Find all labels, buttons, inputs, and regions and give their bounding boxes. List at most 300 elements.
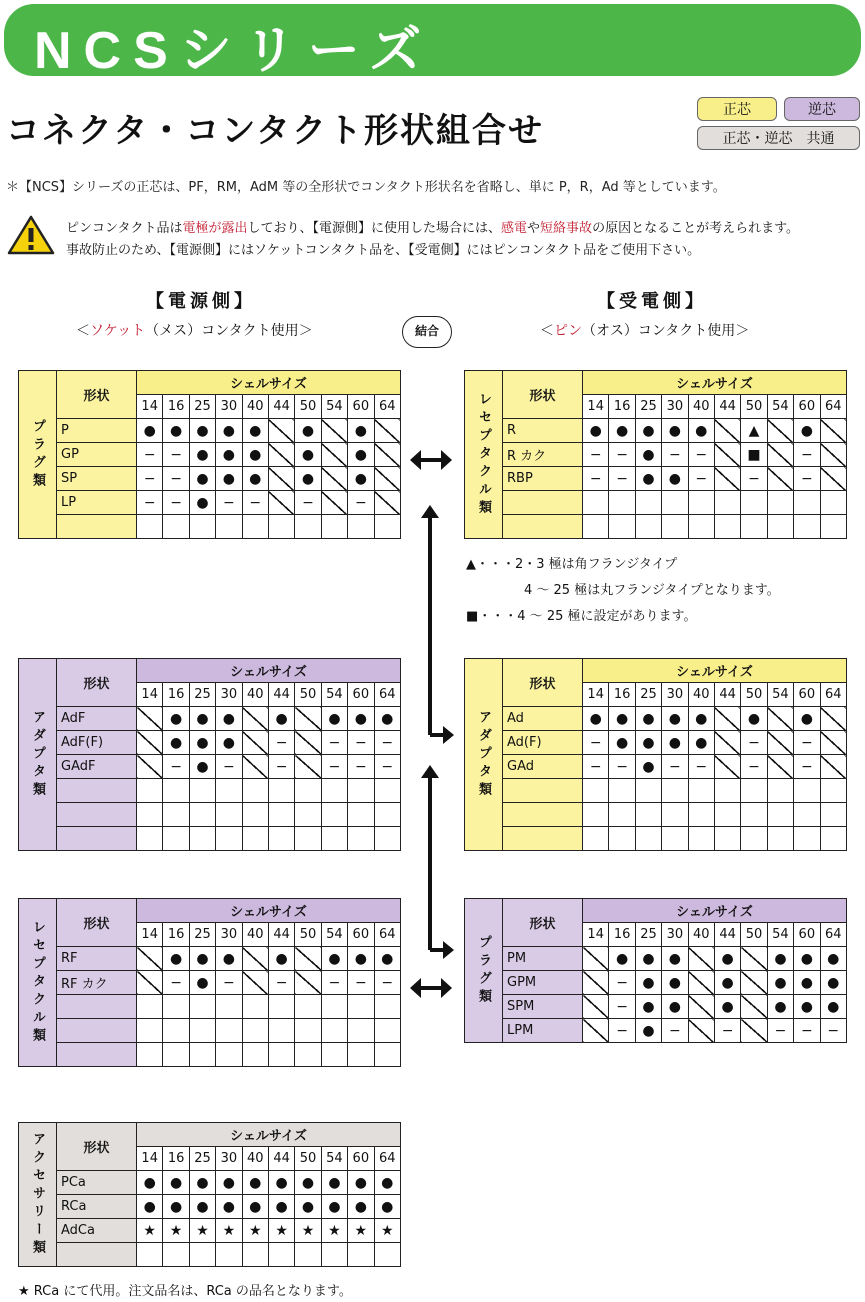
table-row (19, 419, 401, 443)
shell-size-14: 14 (137, 683, 163, 707)
availability-cell (688, 491, 714, 515)
availability-cell: ● (374, 947, 400, 971)
shape-name: GAd (503, 755, 583, 779)
shell-size-44: 44 (714, 683, 740, 707)
shell-size-14: 14 (137, 1147, 163, 1171)
availability-cell: ● (189, 491, 215, 515)
table-row (19, 467, 401, 491)
availability-cell: ● (609, 419, 635, 443)
availability-cell (688, 803, 714, 827)
availability-cell (268, 995, 294, 1019)
availability-cell: ★ (295, 1219, 321, 1243)
not-applicable-cell (374, 467, 400, 491)
availability-cell: ● (820, 971, 846, 995)
availability-cell: ● (662, 467, 688, 491)
table-accessory (18, 1122, 401, 1267)
shape-name: AdCa (57, 1219, 137, 1243)
availability-cell: ● (242, 1195, 268, 1219)
not-applicable-cell (583, 1019, 609, 1043)
not-applicable-cell (767, 419, 793, 443)
availability-cell (216, 1019, 242, 1043)
availability-cell (820, 515, 846, 539)
availability-cell: ● (163, 947, 189, 971)
availability-cell (741, 779, 767, 803)
availability-cell: ● (794, 419, 820, 443)
availability-cell: ● (295, 419, 321, 443)
series-title: NCSシリーズ (34, 22, 434, 80)
availability-cell (163, 1019, 189, 1043)
availability-cell: ● (189, 731, 215, 755)
availability-cell: − (374, 971, 400, 995)
availability-cell: ● (767, 971, 793, 995)
availability-cell (662, 827, 688, 851)
availability-cell (216, 803, 242, 827)
availability-cell: ● (268, 1171, 294, 1195)
availability-cell (216, 779, 242, 803)
availability-cell: ● (321, 707, 347, 731)
not-applicable-cell (583, 971, 609, 995)
shape-name: GPM (503, 971, 583, 995)
availability-cell (374, 1043, 400, 1067)
availability-cell: − (374, 755, 400, 779)
availability-cell (635, 515, 661, 539)
availability-cell: ★ (242, 1219, 268, 1243)
shape-name: GP (57, 443, 137, 467)
header-row (19, 371, 401, 395)
flange-note (466, 552, 780, 630)
availability-cell (321, 515, 347, 539)
availability-cell (295, 827, 321, 851)
availability-cell (609, 491, 635, 515)
availability-cell (583, 779, 609, 803)
availability-cell (189, 779, 215, 803)
availability-cell: ● (189, 971, 215, 995)
table-row (465, 443, 847, 467)
availability-cell: ● (609, 947, 635, 971)
not-applicable-cell (242, 731, 268, 755)
availability-cell: ● (688, 419, 714, 443)
shell-size-30: 30 (216, 683, 242, 707)
availability-cell: ● (268, 1195, 294, 1219)
shell-size-40: 40 (688, 923, 714, 947)
availability-cell (163, 995, 189, 1019)
availability-cell: ★ (163, 1219, 189, 1243)
category-label: レセプタクル類 (19, 899, 57, 1067)
shell-size-64: 64 (820, 395, 846, 419)
availability-cell: − (688, 443, 714, 467)
availability-cell: ● (295, 467, 321, 491)
availability-cell: ● (348, 1171, 374, 1195)
availability-cell: − (295, 491, 321, 515)
availability-cell: − (741, 731, 767, 755)
availability-cell: ■ (741, 443, 767, 467)
flange-note-line-3: ■・・・4 〜 25 極に設定があります。 (466, 609, 697, 624)
shell-size-30: 30 (216, 1147, 242, 1171)
availability-cell: ● (820, 995, 846, 1019)
availability-cell: − (820, 1019, 846, 1043)
availability-cell: ● (216, 443, 242, 467)
not-applicable-cell (268, 443, 294, 467)
availability-cell: ● (794, 947, 820, 971)
availability-cell: − (609, 443, 635, 467)
availability-cell: ● (662, 707, 688, 731)
shape-name (57, 803, 137, 827)
shell-size-60: 60 (348, 395, 374, 419)
shell-size-40: 40 (242, 395, 268, 419)
table-row (19, 443, 401, 467)
not-applicable-cell (321, 419, 347, 443)
availability-cell: ● (268, 707, 294, 731)
not-applicable-cell (374, 419, 400, 443)
legend-reverse: 逆芯 (784, 97, 860, 121)
availability-cell (583, 827, 609, 851)
not-applicable-cell (688, 1019, 714, 1043)
availability-cell (321, 1243, 347, 1267)
shell-size-60: 60 (348, 1147, 374, 1171)
shell-size-14: 14 (583, 683, 609, 707)
connector-line (421, 505, 454, 744)
legend-normal: 正芯 (697, 97, 777, 121)
availability-cell: ● (189, 419, 215, 443)
flange-note-line-2: 4 〜 25 極は丸フランジタイプとなります。 (524, 583, 780, 598)
shell-size-40: 40 (242, 683, 268, 707)
not-applicable-cell (583, 995, 609, 1019)
table-row (19, 1043, 401, 1067)
shell-size-64: 64 (820, 683, 846, 707)
availability-cell (295, 779, 321, 803)
not-applicable-cell (688, 971, 714, 995)
availability-cell (583, 803, 609, 827)
table-row (465, 803, 847, 827)
shape-header: 形状 (57, 371, 137, 419)
shell-size-25: 25 (189, 395, 215, 419)
availability-cell (662, 491, 688, 515)
availability-cell: ● (242, 443, 268, 467)
availability-cell (688, 779, 714, 803)
table-row (19, 731, 401, 755)
shell-size-header: シェルサイズ (583, 899, 847, 923)
availability-cell: − (137, 443, 163, 467)
not-applicable-cell (137, 947, 163, 971)
availability-cell: ● (635, 731, 661, 755)
availability-cell: − (609, 755, 635, 779)
availability-cell: ● (137, 1171, 163, 1195)
availability-cell: ● (163, 731, 189, 755)
availability-cell: ● (216, 707, 242, 731)
availability-cell (714, 779, 740, 803)
availability-cell (794, 515, 820, 539)
shell-size-60: 60 (348, 923, 374, 947)
availability-cell: ● (295, 443, 321, 467)
shape-name: PM (503, 947, 583, 971)
availability-cell: ● (216, 947, 242, 971)
availability-cell (741, 515, 767, 539)
not-applicable-cell (242, 707, 268, 731)
availability-cell (741, 491, 767, 515)
not-applicable-cell (820, 443, 846, 467)
shell-size-30: 30 (662, 395, 688, 419)
not-applicable-cell (268, 419, 294, 443)
availability-cell: ● (216, 731, 242, 755)
not-applicable-cell (714, 419, 740, 443)
availability-cell (268, 1043, 294, 1067)
availability-cell (635, 803, 661, 827)
availability-cell: − (609, 995, 635, 1019)
shell-size-50: 50 (295, 395, 321, 419)
shell-size-54: 54 (321, 395, 347, 419)
shape-name (503, 491, 583, 515)
availability-cell: ● (662, 995, 688, 1019)
availability-cell: ● (163, 707, 189, 731)
not-applicable-cell (741, 995, 767, 1019)
shell-size-64: 64 (374, 683, 400, 707)
shell-size-16: 16 (163, 923, 189, 947)
availability-cell: − (348, 971, 374, 995)
availability-cell: ● (189, 707, 215, 731)
shape-name (57, 1043, 137, 1067)
availability-cell (374, 827, 400, 851)
header-row (465, 659, 847, 683)
availability-cell: ★ (216, 1219, 242, 1243)
availability-cell (820, 803, 846, 827)
not-applicable-cell (374, 491, 400, 515)
availability-cell: ● (321, 947, 347, 971)
not-applicable-cell (688, 995, 714, 1019)
shell-size-50: 50 (295, 923, 321, 947)
shape-header: 形状 (503, 659, 583, 707)
availability-cell (348, 1243, 374, 1267)
shape-name: P (57, 419, 137, 443)
availability-cell: ● (242, 467, 268, 491)
power-side-title: 【電源側】 (146, 291, 256, 312)
availability-cell (242, 1043, 268, 1067)
availability-cell (583, 515, 609, 539)
availability-cell (714, 515, 740, 539)
availability-cell (635, 827, 661, 851)
availability-cell: ● (635, 419, 661, 443)
shape-name: LPM (503, 1019, 583, 1043)
availability-cell (137, 515, 163, 539)
shape-name: RBP (503, 467, 583, 491)
availability-cell: ● (794, 971, 820, 995)
shell-size-14: 14 (583, 923, 609, 947)
availability-cell: ● (714, 971, 740, 995)
title-banner (4, 4, 861, 80)
availability-cell (295, 1019, 321, 1043)
availability-cell (268, 1243, 294, 1267)
availability-cell: ● (583, 707, 609, 731)
table-row (19, 827, 401, 851)
availability-cell: − (321, 971, 347, 995)
availability-cell (662, 779, 688, 803)
shape-name: RF カク (57, 971, 137, 995)
availability-cell: − (609, 1019, 635, 1043)
availability-cell (295, 803, 321, 827)
shell-size-16: 16 (609, 923, 635, 947)
availability-cell: ● (295, 1171, 321, 1195)
availability-cell: − (348, 731, 374, 755)
flange-note-line-1: ▲・・・2・3 極は角フランジタイプ (466, 557, 678, 572)
availability-cell: ● (348, 1195, 374, 1219)
availability-cell: − (374, 731, 400, 755)
availability-cell: ● (348, 443, 374, 467)
availability-cell: ● (374, 707, 400, 731)
availability-cell: ● (662, 419, 688, 443)
availability-cell: − (583, 755, 609, 779)
shell-size-30: 30 (662, 923, 688, 947)
shell-size-54: 54 (321, 1147, 347, 1171)
shape-name (57, 779, 137, 803)
availability-cell (794, 491, 820, 515)
availability-cell (295, 1043, 321, 1067)
availability-cell (767, 827, 793, 851)
availability-cell: − (163, 443, 189, 467)
availability-cell: − (583, 467, 609, 491)
shell-size-50: 50 (295, 683, 321, 707)
availability-cell (268, 827, 294, 851)
shell-size-44: 44 (268, 923, 294, 947)
availability-cell: − (268, 755, 294, 779)
availability-cell (348, 995, 374, 1019)
availability-cell: ● (348, 947, 374, 971)
not-applicable-cell (374, 443, 400, 467)
not-applicable-cell (820, 731, 846, 755)
availability-cell: − (163, 971, 189, 995)
availability-cell: ● (321, 1171, 347, 1195)
availability-cell: − (216, 491, 242, 515)
availability-cell: − (714, 1019, 740, 1043)
availability-cell (741, 827, 767, 851)
table-row (19, 491, 401, 515)
availability-cell: − (163, 491, 189, 515)
availability-cell: − (216, 755, 242, 779)
not-applicable-cell (767, 467, 793, 491)
availability-cell: − (741, 467, 767, 491)
shell-size-54: 54 (321, 923, 347, 947)
shell-size-25: 25 (635, 923, 661, 947)
shell-size-14: 14 (583, 395, 609, 419)
availability-cell: ● (189, 1171, 215, 1195)
availability-cell (137, 1019, 163, 1043)
join-label: 結合 (402, 316, 452, 348)
not-applicable-cell (714, 443, 740, 467)
availability-cell (216, 1043, 242, 1067)
not-applicable-cell (295, 707, 321, 731)
availability-cell (348, 515, 374, 539)
not-applicable-cell (242, 755, 268, 779)
availability-cell (268, 1019, 294, 1043)
availability-cell: ● (163, 1195, 189, 1219)
availability-cell (635, 779, 661, 803)
page-title: コネクタ・コンタクト形状組合せ (6, 111, 544, 151)
table-row (465, 947, 847, 971)
availability-cell (374, 515, 400, 539)
shape-header: 形状 (57, 899, 137, 947)
header-row (19, 659, 401, 683)
availability-cell (609, 803, 635, 827)
shell-size-54: 54 (767, 395, 793, 419)
series-note: ＊【NCS】シリーズの正芯は、PF，RM，AdM 等の全形状でコンタクト形状名を省略し、単に P，R，Ad 等としています。 (6, 180, 726, 195)
shell-size-16: 16 (163, 395, 189, 419)
table-row (465, 731, 847, 755)
shell-size-40: 40 (242, 1147, 268, 1171)
table-row (19, 755, 401, 779)
availability-cell: ● (242, 1171, 268, 1195)
not-applicable-cell (268, 467, 294, 491)
availability-cell (635, 491, 661, 515)
availability-cell (189, 1043, 215, 1067)
not-applicable-cell (767, 755, 793, 779)
shell-size-25: 25 (635, 395, 661, 419)
availability-cell: ● (635, 755, 661, 779)
availability-cell (137, 1243, 163, 1267)
availability-cell (216, 1243, 242, 1267)
not-applicable-cell (767, 731, 793, 755)
availability-cell (189, 515, 215, 539)
shape-name: R カク (503, 443, 583, 467)
category-label: アダプタ類 (465, 659, 503, 851)
shell-size-64: 64 (374, 395, 400, 419)
availability-cell (163, 1243, 189, 1267)
shell-size-header: シェルサイズ (137, 659, 401, 683)
not-applicable-cell (714, 755, 740, 779)
availability-cell: − (662, 755, 688, 779)
availability-cell: ● (635, 1019, 661, 1043)
shell-size-64: 64 (820, 923, 846, 947)
not-applicable-cell (137, 731, 163, 755)
availability-cell (714, 491, 740, 515)
availability-cell (189, 827, 215, 851)
availability-cell: ● (767, 947, 793, 971)
availability-cell (321, 827, 347, 851)
receiving-side-subtitle: ＜ピン（オス）コンタクト使用＞ (540, 323, 750, 339)
shell-size-50: 50 (295, 1147, 321, 1171)
not-applicable-cell (714, 467, 740, 491)
shell-size-54: 54 (767, 923, 793, 947)
not-applicable-cell (714, 707, 740, 731)
table-row (465, 971, 847, 995)
table-row (465, 995, 847, 1019)
availability-cell: − (767, 1019, 793, 1043)
shell-size-14: 14 (137, 923, 163, 947)
availability-cell: ● (216, 1171, 242, 1195)
availability-cell: ★ (268, 1219, 294, 1243)
shell-size-25: 25 (189, 1147, 215, 1171)
shell-size-30: 30 (216, 395, 242, 419)
shell-size-header: シェルサイズ (137, 899, 401, 923)
shape-name (57, 827, 137, 851)
availability-cell (163, 803, 189, 827)
shell-size-40: 40 (242, 923, 268, 947)
availability-cell (662, 803, 688, 827)
double-arrow-icon (410, 978, 452, 998)
availability-cell: ● (348, 467, 374, 491)
availability-cell (348, 779, 374, 803)
availability-cell: ● (216, 467, 242, 491)
availability-cell: − (268, 731, 294, 755)
availability-cell: ● (662, 731, 688, 755)
availability-cell: ● (635, 995, 661, 1019)
availability-cell (242, 827, 268, 851)
table-row (19, 1019, 401, 1043)
availability-cell: − (662, 443, 688, 467)
shell-size-16: 16 (163, 683, 189, 707)
availability-cell (242, 803, 268, 827)
availability-cell: ● (189, 947, 215, 971)
availability-cell (374, 1243, 400, 1267)
availability-cell (321, 803, 347, 827)
shell-size-50: 50 (741, 395, 767, 419)
